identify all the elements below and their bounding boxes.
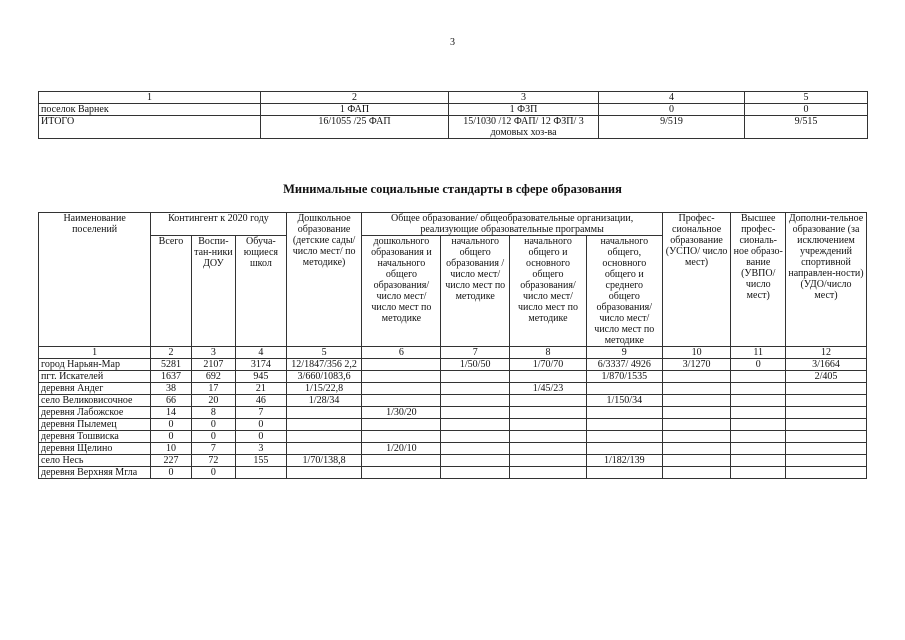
table-cell: 1/70/70 <box>510 359 587 371</box>
settlement-name: деревня Верхняя Мгла <box>39 467 151 479</box>
header-students: Обуча-ющиеся школ <box>236 236 287 347</box>
table-row <box>39 359 867 371</box>
table-cell <box>510 371 587 383</box>
table-cell <box>731 395 786 407</box>
table-cell <box>586 443 662 455</box>
table-cell <box>662 443 731 455</box>
table-cell: 0 <box>151 467 191 479</box>
table-cell <box>510 431 587 443</box>
table-cell <box>236 467 287 479</box>
table-cell <box>362 395 441 407</box>
table-cell: 0 <box>191 419 235 431</box>
table-cell <box>786 443 867 455</box>
table-cell <box>731 371 786 383</box>
table-cell: 1/28/34 <box>286 395 362 407</box>
table-cell <box>786 431 867 443</box>
table-cell: 1/870/1535 <box>586 371 662 383</box>
table-cell: 0 <box>236 419 287 431</box>
table-cell <box>786 419 867 431</box>
column-number: 11 <box>731 347 786 359</box>
table-cell: 945 <box>236 371 287 383</box>
table-cell <box>441 443 510 455</box>
settlements-summary-table <box>38 91 868 139</box>
table-cell <box>731 455 786 467</box>
education-standards-table <box>38 212 867 479</box>
settlement-name: пгт. Искателей <box>39 371 151 383</box>
table-cell: 8 <box>191 407 235 419</box>
table-cell <box>286 431 362 443</box>
settlement-name: деревня Щелино <box>39 443 151 455</box>
table-cell: 7 <box>191 443 235 455</box>
table-cell: 9/519 <box>599 116 745 139</box>
table-cell: 1/15/22,8 <box>286 383 362 395</box>
table-cell <box>662 407 731 419</box>
table-cell <box>786 395 867 407</box>
column-number: 12 <box>786 347 867 359</box>
header-preschool: Дошкольное образование (детские сады/ число мест/ по методике) <box>286 213 362 347</box>
header-cell: 2 <box>261 92 449 104</box>
table-cell: 0 <box>599 104 745 116</box>
table-cell: 1/20/10 <box>362 443 441 455</box>
table-cell <box>662 419 731 431</box>
table-cell: 16/1055 /25 ФАП <box>261 116 449 139</box>
table-cell <box>586 431 662 443</box>
table-cell: поселок Варнек <box>39 104 261 116</box>
table-cell: 46 <box>236 395 287 407</box>
table-row <box>39 431 867 443</box>
table-cell <box>786 467 867 479</box>
table-cell <box>441 371 510 383</box>
table-cell: 1/50/50 <box>441 359 510 371</box>
column-number: 10 <box>662 347 731 359</box>
table-row <box>39 104 868 116</box>
header-additional: Дополни-тельное образование (за исключением учреждений спортивной направлен-ности) (УДО/число мест) <box>786 213 867 347</box>
table-cell: 21 <box>236 383 287 395</box>
table-cell: 9/515 <box>745 116 868 139</box>
table-cell <box>286 407 362 419</box>
table-cell: 3/1270 <box>662 359 731 371</box>
table-cell: 1/30/20 <box>362 407 441 419</box>
table-row <box>39 383 867 395</box>
table-cell <box>362 383 441 395</box>
table-cell: 3 <box>236 443 287 455</box>
table-cell <box>731 443 786 455</box>
settlement-name: деревня Пылемец <box>39 419 151 431</box>
table-row <box>39 407 867 419</box>
table-cell: 6/3337/ 4926 <box>586 359 662 371</box>
table-cell <box>441 395 510 407</box>
table-header-row <box>39 213 867 236</box>
table-cell: 0 <box>745 104 868 116</box>
table-cell <box>441 419 510 431</box>
table-cell <box>362 455 441 467</box>
column-number: 8 <box>510 347 587 359</box>
table-cell <box>731 431 786 443</box>
header-gen-basic: начального общего и основного общего образования/ число мест/ число мест по методике <box>510 236 587 347</box>
header-settlement: Наименование поселений <box>39 213 151 347</box>
header-contingent: Контингент к 2020 году <box>151 213 286 236</box>
table-cell: 0 <box>236 431 287 443</box>
table-cell <box>731 467 786 479</box>
header-cell: 4 <box>599 92 745 104</box>
column-number-row <box>39 347 867 359</box>
table-cell <box>662 371 731 383</box>
table-cell <box>362 431 441 443</box>
page-number: 3 <box>450 37 455 48</box>
header-cell: 5 <box>745 92 868 104</box>
table-row <box>39 395 867 407</box>
table-cell: 227 <box>151 455 191 467</box>
table-cell: 1/45/23 <box>510 383 587 395</box>
table-cell: 20 <box>191 395 235 407</box>
table-cell: 14 <box>151 407 191 419</box>
column-number: 3 <box>191 347 235 359</box>
settlement-name: село Несь <box>39 455 151 467</box>
header-professional: Профес-сиональное образование (УСПО/ число мест) <box>662 213 731 347</box>
table-cell: 1/70/138,8 <box>286 455 362 467</box>
table-cell: 3/660/1083,6 <box>286 371 362 383</box>
table-cell <box>286 443 362 455</box>
table-row <box>39 116 868 139</box>
table-cell <box>731 407 786 419</box>
section-title: Минимальные социальные стандарты в сфере образования <box>283 182 622 196</box>
settlement-name: деревня Андег <box>39 383 151 395</box>
header-cell: 3 <box>449 92 599 104</box>
table-cell <box>510 443 587 455</box>
table-cell: 38 <box>151 383 191 395</box>
table-cell <box>286 467 362 479</box>
table-cell <box>441 407 510 419</box>
table-row <box>39 455 867 467</box>
table-cell: 0 <box>151 431 191 443</box>
table-cell: 12/1847/356 2,2 <box>286 359 362 371</box>
table-cell <box>731 419 786 431</box>
header-cell: 1 <box>39 92 261 104</box>
table-cell: 0 <box>191 431 235 443</box>
table-cell: 1 ФАП <box>261 104 449 116</box>
column-number: 2 <box>151 347 191 359</box>
settlement-name: город Нарьян-Мар <box>39 359 151 371</box>
header-gen-primary-preschool: дошкольного образования и начального общего образования/ число мест/ число мест по методике <box>362 236 441 347</box>
table-cell <box>510 407 587 419</box>
column-number: 6 <box>362 347 441 359</box>
column-number: 1 <box>39 347 151 359</box>
table-cell <box>441 431 510 443</box>
table-cell: 3174 <box>236 359 287 371</box>
table-cell: 1637 <box>151 371 191 383</box>
table-cell: ИТОГО <box>39 116 261 139</box>
table-cell: 66 <box>151 395 191 407</box>
table-row <box>39 419 867 431</box>
table-cell <box>662 383 731 395</box>
table-cell <box>662 455 731 467</box>
header-higher: Высшее профес-сиональ-ное образо-вание (УВПО/ число мест) <box>731 213 786 347</box>
table-cell <box>510 467 587 479</box>
table-cell <box>786 407 867 419</box>
table-cell <box>510 395 587 407</box>
table-cell <box>362 419 441 431</box>
column-number: 7 <box>441 347 510 359</box>
table-cell: 2107 <box>191 359 235 371</box>
table-cell: 17 <box>191 383 235 395</box>
table-cell <box>362 467 441 479</box>
table-cell: 692 <box>191 371 235 383</box>
table-cell: 72 <box>191 455 235 467</box>
table-cell: 1/182/139 <box>586 455 662 467</box>
table-cell <box>786 455 867 467</box>
table-cell <box>786 383 867 395</box>
table-cell <box>510 455 587 467</box>
table-cell: 0 <box>191 467 235 479</box>
table-row <box>39 467 867 479</box>
table-cell: 7 <box>236 407 287 419</box>
settlement-name: деревня Лабожское <box>39 407 151 419</box>
table-cell: 1/150/34 <box>586 395 662 407</box>
table-row <box>39 371 867 383</box>
settlement-name: деревня Тошвиска <box>39 431 151 443</box>
table-cell: 0 <box>151 419 191 431</box>
table-cell: 5281 <box>151 359 191 371</box>
header-gen-secondary: начального общего, основного общего и среднего общего образования/ число мест/ число мест по методике <box>586 236 662 347</box>
table-cell <box>731 383 786 395</box>
table-cell <box>662 467 731 479</box>
table-cell: 10 <box>151 443 191 455</box>
table-row <box>39 443 867 455</box>
header-preschool-pupils: Воспи-тан-ники ДОУ <box>191 236 235 347</box>
header-general-education: Общее образование/ общеобразовательные организации, реализующие образовательные программы <box>362 213 662 236</box>
table-cell <box>586 383 662 395</box>
table-cell <box>441 455 510 467</box>
column-number: 4 <box>236 347 287 359</box>
table-cell: 0 <box>731 359 786 371</box>
table-cell <box>441 467 510 479</box>
table-cell <box>362 371 441 383</box>
column-number: 5 <box>286 347 362 359</box>
header-gen-primary: начального общего образования / число мест/ число мест по методике <box>441 236 510 347</box>
table-cell: 3/1664 <box>786 359 867 371</box>
table-cell: 15/1030 /12 ФАП/ 12 ФЗП/ 3 домовых хоз-ва <box>449 116 599 139</box>
header-total: Всего <box>151 236 191 347</box>
table-cell <box>662 395 731 407</box>
table-cell: 2/405 <box>786 371 867 383</box>
table-header-row <box>39 92 868 104</box>
column-number: 9 <box>586 347 662 359</box>
table-cell: 155 <box>236 455 287 467</box>
table-cell <box>510 419 587 431</box>
table-cell <box>362 359 441 371</box>
table-cell <box>586 407 662 419</box>
table-cell <box>441 383 510 395</box>
table-cell: 1 ФЗП <box>449 104 599 116</box>
table-cell <box>586 419 662 431</box>
table-cell <box>662 431 731 443</box>
table-cell <box>586 467 662 479</box>
settlement-name: село Великовисочное <box>39 395 151 407</box>
table-cell <box>286 419 362 431</box>
